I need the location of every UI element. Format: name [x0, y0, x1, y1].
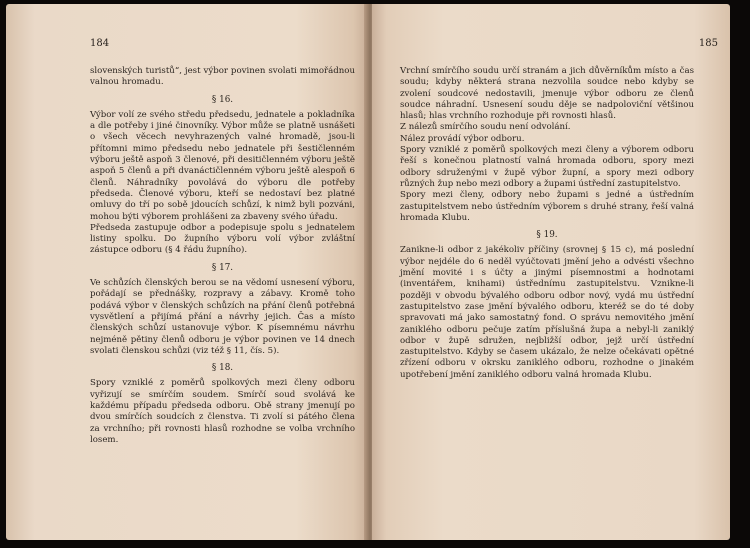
- left-page-number: 184: [90, 38, 110, 49]
- paragraph: Zanikne-li odbor z jakékoliv příčiny (srovnej § 15 c), má poslední výbor nejdéle do 6 neděl vyúčtovati jmění jeho a odvésti všechno jmění movité i s účty a jinými písemnostmi a hodnotami (inventářem, knihami) ústřednímu zastupitelstvu. Vznikne-li později v obvodu bývalého odboru odbor nový, vydá mu ústřední zastupitelstvo zase jmění bývalého odboru, kteréž se do té doby spravovati má jako samostatný fond. O správu nemovitého jmění zaniklého odboru pečuje zatím příslušná župa a nebyl-li zaniklý odbor v župě sdružen, nejbližší odbor, jejž určí ústřední zastupitelstvo. Kdyby se časem ukázalo, že nelze očekávati opětné zřízení odboru v okrsku zaniklého odboru, rozhodne o jinakém upotřebení jmění zaniklého odboru valná hromada Klubu.: [400, 245, 694, 380]
- section-heading: § 16.: [211, 94, 234, 105]
- paragraph: Předseda zastupuje odbor a podepisuje spolu s jednatelem listiny spolku. Do župního výboru volí výbor zvláštní zástupce odboru (§ 4 řádu župního).: [90, 222, 355, 256]
- paragraph: Vrchní smírčího soudu určí stranám a jich důvěrníkům místo a čas soudu; kdyby některá strana nezvolila soudce nebo kdyby se zvolení soudcové nedostavili, jmenuje výbor odboru ze členů soudce náhradní. Usnesení soudu děje se nadpoloviční většinou hlasů; hlas vrchního rozhoduje při rovnosti hlasů.: [400, 66, 694, 122]
- paragraph: Výbor volí ze svého středu předsedu, jednatele a pokladníka a dle potřeby i jiné činovníky. Výbor může se platně usnášeti o všech věcech nevyhrazených valné hromadě, jsou-li přítomni mimo předsedu nebo jednatele při šestičlenném výboru ještě aspoň 3 členové, při desitičlenném výboru ještě aspoň 5 členů a při dvanáctičlenném výboru ještě alespoň 6 členů. Náhradníky povolává do výboru dle potřeby předseda. Členové výboru, kteří se nedostaví bez platné omluvy do tří po sobě jdoucích schůzí, k nimž byli pozváni, mohou býti výborem prohlášeni za zbaveny svého úřadu.: [90, 109, 355, 222]
- section-heading: § 19.: [536, 230, 558, 241]
- right-page: [372, 4, 730, 540]
- paragraph: Spory vzniklé z poměrů spolkových mezi členy a výborem odboru řeší s konečnou platností valná hromada odboru, spory mezi odbory sdruženými v župě výbor župní, a spory mezi odbory různých žup nebo mezi odbory a župami ústřední zastupitelstvo.: [400, 145, 694, 189]
- section-heading: § 17.: [211, 262, 234, 273]
- paragraph: Spory mezi členy, odbory nebo župami s jedné a ústředním zastupitelstvem nebo ústředním výborem s druhé strany, řeší valná hromada Klubu.: [400, 190, 694, 223]
- paragraph: Nález provádí výbor odboru.: [400, 133, 525, 144]
- paragraph: Spory vzniklé z poměrů spolkových mezi členy odboru vyřizují se smírčím soudem. Smírčí soud svolává ke každému případu předseda odboru. Obě strany jmenují po dvou smírčích soudcích z členstva. Ti zvolí si pátého člena za vrchního; při rovnosti hlasů rozhodne se volba vrchního losem.: [90, 378, 355, 445]
- right-page-number: 185: [698, 38, 718, 49]
- book-spread: [6, 4, 730, 540]
- paragraph: Z nálezů smírčího soudu není odvolání.: [400, 122, 571, 133]
- right-page-text: [400, 66, 694, 381]
- left-page-text: [90, 66, 355, 446]
- paragraph: Ve schůzích členských berou se na vědomí usnesení výboru, pořádají se přednášky, rozpravy a zábavy. Kromě toho podává výbor v členských schůzích na přání členů potřebná vysvětlení a přijímá přání a návrhy jejich. Čas a místo členských schůzí ustanovuje výbor. K písemnému návrhu nejméně pětiny členů odboru je výbor povinen ve 14 dnech svolati členskou schůzi (viz též § 11, čís. 5).: [90, 278, 355, 356]
- paragraph: slovenských turistů“, jest výbor povinen svolati mimořádnou valnou hromadu.: [90, 66, 355, 88]
- section-heading: § 18.: [211, 363, 234, 374]
- left-page: [6, 4, 368, 540]
